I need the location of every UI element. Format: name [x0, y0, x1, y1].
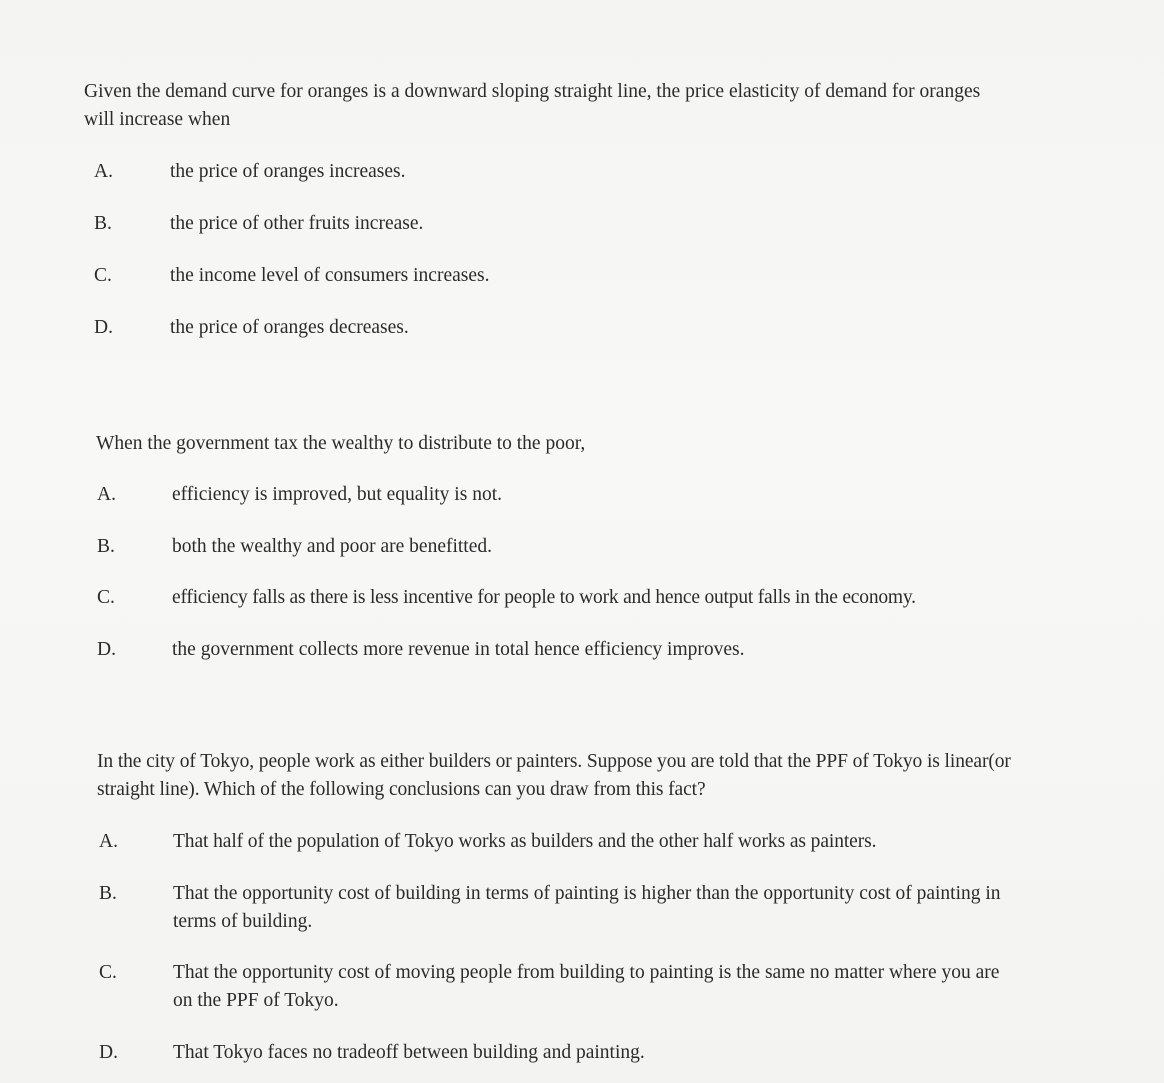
question-1-option-c-text: the income level of consumers increases. [170, 265, 490, 286]
question-3-stem: In the city of Tokyo, people work as either builders or painters. Suppose you are told that the PPF of Tokyo is linear(or straight line). Which of the following conclusions can you draw from this fact? [97, 751, 1011, 800]
question-1-option-b-text: the price of other fruits increase. [170, 213, 424, 234]
question-3-option-b-text: That the opportunity cost of building in terms of painting is higher than the opportunity cost of painting in terms of building. [173, 883, 1001, 932]
question-2-stem: When the government tax the wealthy to distribute to the poor, [96, 433, 586, 454]
question-3-option-c-text: That the opportunity cost of moving people from building to painting is the same no matter where you are on the PPF of Tokyo. [173, 962, 1000, 1011]
question-2-option-c-text: efficiency falls as there is less incentive for people to work and hence output falls in the economy. [172, 587, 916, 608]
question-2-option-a-text: efficiency is improved, but equality is not. [172, 484, 502, 505]
question-2-option-d-text: the government collects more revenue in total hence efficiency improves. [172, 639, 745, 660]
question-2-option-b-letter: B. [97, 536, 115, 557]
question-1-option-a-text: the price of oranges increases. [170, 161, 406, 182]
question-2-option-b-text: both the wealthy and poor are benefitted. [172, 536, 493, 557]
question-2-option-d-letter: D. [97, 639, 116, 660]
question-1-option-d-text: the price of oranges decreases. [170, 317, 409, 338]
question-1-option-c-letter: C. [94, 265, 112, 286]
question-2-option-c-letter: C. [97, 587, 115, 608]
question-3-option-c-letter: C. [99, 962, 117, 983]
question-3-option-b-letter: B. [99, 883, 117, 904]
question-1-option-b-letter: B. [94, 213, 112, 234]
question-3-option-d-text: That Tokyo faces no tradeoff between building and painting. [173, 1042, 645, 1063]
question-1-option-a-letter: A. [94, 161, 113, 182]
question-3-option-a-letter: A. [99, 831, 118, 852]
question-2-option-a-letter: A. [97, 484, 116, 505]
question-3-option-d-letter: D. [99, 1042, 118, 1063]
question-1-stem: Given the demand curve for oranges is a downward sloping straight line, the price elasticity of demand for oranges will increase when [84, 81, 981, 130]
question-3-option-a-text: That half of the population of Tokyo works as builders and the other half works as painters. [173, 831, 877, 852]
question-1-option-d-letter: D. [94, 317, 113, 338]
